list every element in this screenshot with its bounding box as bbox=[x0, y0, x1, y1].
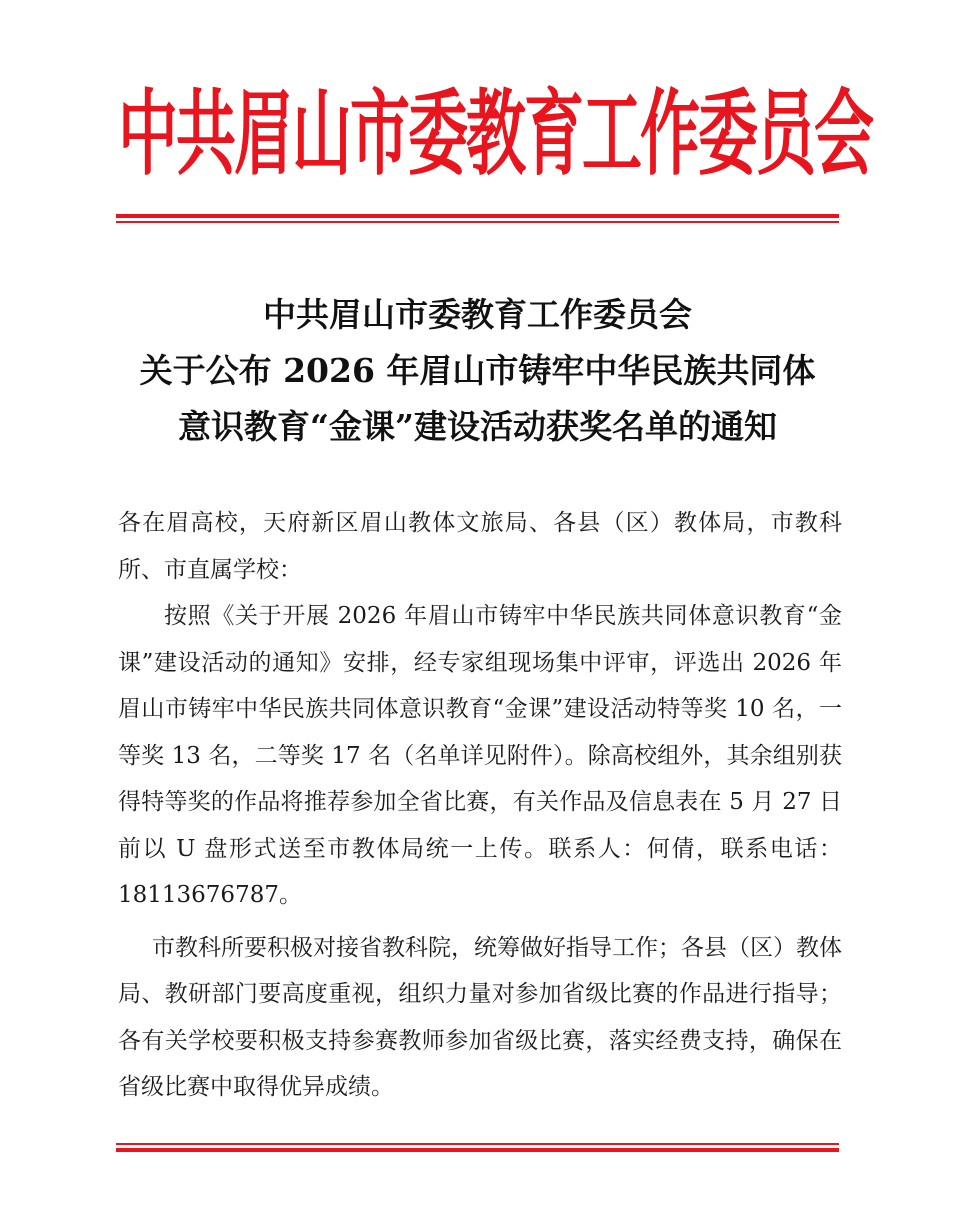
recipients: 各在眉高校，天府新区眉山教体文旅局、各县（区）教体局，市教科所、市直属学校： bbox=[118, 510, 842, 583]
masthead-title: 中共眉山市委教育工作委员会 bbox=[118, 80, 872, 190]
paragraph-2: 市教科所要积极对接省教科院，统筹做好指导工作；各县（区）教体局、教研部门要高度重视，组织力量对参加省级比赛的作品进行指导；各有关学校要积极支持参赛教师参加省级比赛，落实经费支持，确保在省级比赛中取得优异成绩。 bbox=[118, 934, 842, 1100]
document-title bbox=[0, 287, 955, 455]
paragraph-1: 按照《关于开展 2026 年眉山市铸牢中华民族共同体意识教育“金课”建设活动的通知》安排，经专家组现场集中评审，评选出 2026 年眉山市铸牢中华民族共同体意识教育“金课”建设活动特等奖 10 名，一等奖 13 名，二等奖 17 名（名单详见附件）。除高校组外，其余组别获得特等奖的作品将推荐参加全省比赛，有关作品及信息表在 5 月 27 日前以 U 盘形式送至市教体局统一上传。联系人：何倩，联系电话：18113676787。 bbox=[118, 603, 842, 908]
title-line-2: 关于公布 2026 年眉山市铸牢中华民族共同体 bbox=[139, 351, 816, 390]
footer-rule-thick bbox=[116, 1148, 839, 1152]
title-line-1: 中共眉山市委教育工作委员会 bbox=[263, 295, 692, 334]
masthead-rule-thin bbox=[116, 221, 839, 223]
masthead-rule-thick bbox=[116, 214, 839, 218]
document-body bbox=[118, 500, 842, 1111]
footer-rule-thin bbox=[116, 1143, 839, 1145]
title-line-3: 意识教育“金课”建设活动获奖名单的通知 bbox=[178, 407, 777, 446]
